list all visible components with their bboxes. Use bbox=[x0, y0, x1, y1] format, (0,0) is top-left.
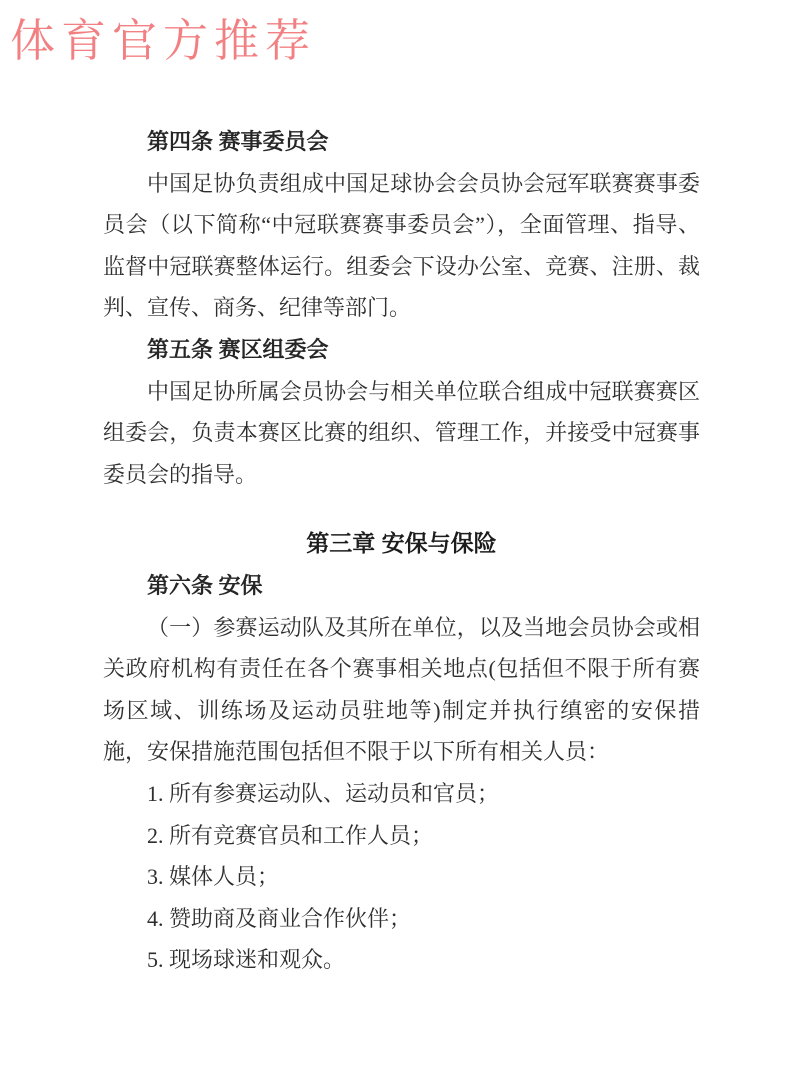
list-item-1: 1. 所有参赛运动队、运动员和官员； bbox=[147, 780, 500, 806]
article-4-paragraph: 中国足协负责组成中国足球协会会员协会冠军联赛赛事委员会（以下简称“中冠联赛赛事委员会”），全面管理、指导、监督中冠联赛整体运行。组委会下设办公室、竞赛、注册、裁判、宣传、商务、纪律等部门。 bbox=[103, 170, 700, 321]
list-item-2: 2. 所有竞赛官员和工作人员； bbox=[147, 822, 434, 848]
list-item-4: 4. 赞助商及商业合作伙伴； bbox=[147, 905, 412, 931]
document-body bbox=[103, 121, 700, 981]
article-5-paragraph: 中国足协所属会员协会与相关单位联合组成中冠联赛赛区组委会，负责本赛区比赛的组织、管理工作，并接受中冠赛事委员会的指导。 bbox=[103, 378, 700, 487]
article-5-heading: 第五条 赛区组委会 bbox=[147, 336, 329, 362]
watermark-text: 体育官方推荐 bbox=[10, 16, 317, 66]
article-6-paragraph: （一）参赛运动队及其所在单位，以及当地会员协会或相关政府机构有责任在各个赛事相关地点(包括但不限于所有赛场区域、训练场及运动员驻地等)制定并执行缜密的安保措施，安保措施范围包括但不限于以下所有相关人员： bbox=[103, 614, 700, 765]
article-6-heading: 第六条 安保 bbox=[147, 572, 263, 598]
article-4-heading: 第四条 赛事委员会 bbox=[147, 129, 329, 154]
list-item-5: 5. 现场球迷和观众。 bbox=[147, 947, 346, 973]
list-item-3: 3. 媒体人员； bbox=[147, 864, 280, 890]
chapter-3-heading: 第三章 安保与保险 bbox=[306, 530, 497, 557]
